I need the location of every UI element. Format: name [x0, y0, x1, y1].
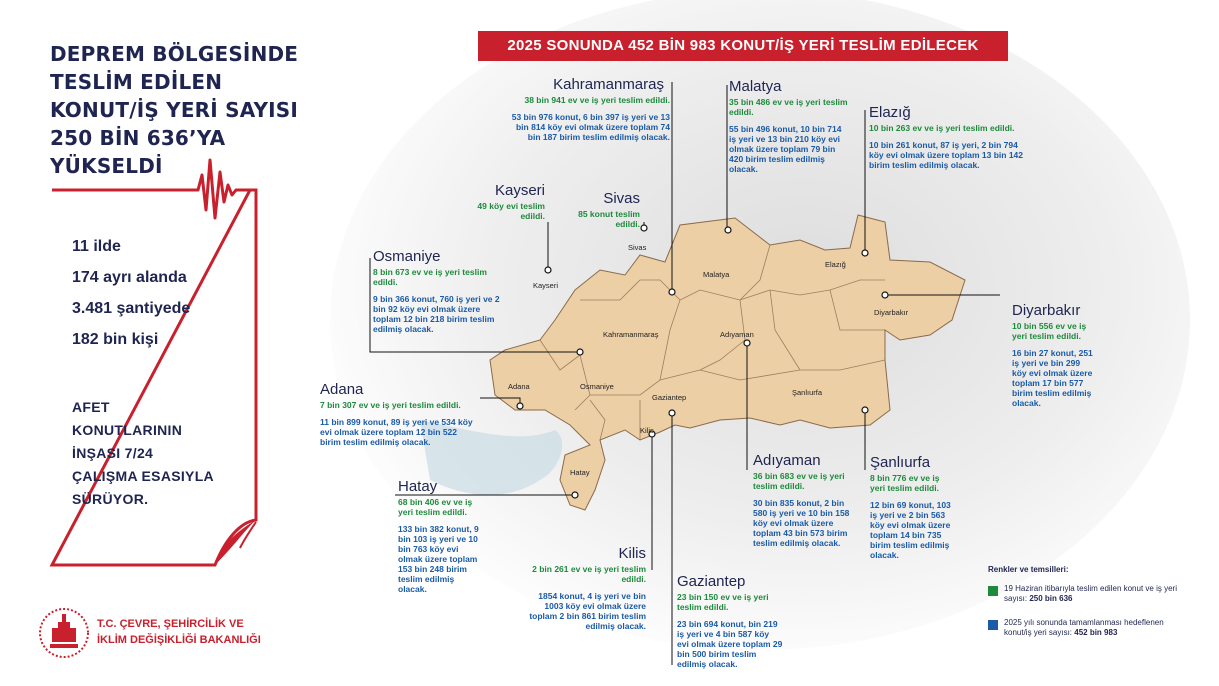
city-name: Adana	[320, 381, 364, 398]
city-name: Malatya	[729, 78, 782, 95]
ministry-line: İKLİM DEĞİŞİKLİĞİ BAKANLIĞI	[97, 634, 261, 646]
legend	[988, 565, 1178, 652]
city-delivered: 38 bin 941 ev ve iş yeri teslim edildi.	[524, 95, 670, 105]
city-name: Osmaniye	[373, 248, 441, 265]
city-info-osmaniye	[373, 248, 508, 334]
legend-text	[1004, 584, 1178, 604]
map-label-sivas: Sivas	[628, 243, 647, 252]
city-info-sanliurfa	[870, 454, 952, 560]
city-delivered: 8 bin 776 ev ve iş yeri teslim edildi.	[870, 473, 940, 493]
city-info-sivas	[570, 190, 640, 229]
ministry-logo-icon	[36, 598, 92, 668]
city-target: 11 bin 899 konut, 89 iş yeri ve 534 köy evi olmak üzere toplam 12 bin 522 birim teslim edilmiş olacak.	[320, 417, 473, 447]
legend-value-green: 250 bin 636	[1029, 594, 1073, 603]
city-delivered: 36 bin 683 ev ve iş yeri teslim edildi.	[753, 471, 845, 491]
city-target: 10 bin 261 konut, 87 iş yeri, 2 bin 794 köy evi olmak üzere toplam 13 bin 142 birim teslim edilmiş olacak.	[869, 140, 1024, 170]
city-target: 133 bin 382 konut, 9 bin 103 iş yeri ve 10 bin 763 köy evi olmak üzere toplam 153 bin 248 birim teslim edilmiş olacak.	[398, 524, 479, 594]
city-info-gaziantep	[677, 573, 783, 669]
legend-row-target	[988, 618, 1178, 638]
title-banner: 2025 SONUNDA 452 BİN 983 KONUT/İŞ YERİ TESLİM EDİLECEK	[478, 31, 1008, 61]
legend-text-blue: 2025 yılı sonunda tamamlanması hedeflenen konut/iş yeri sayısı:	[1004, 618, 1164, 637]
city-target: 16 bin 27 konut, 251 iş yeri ve bin 299 köy evi olmak üzere toplam 17 bin 577 birim teslim edilmiş olacak.	[1012, 348, 1093, 408]
city-info-adiyaman	[753, 452, 853, 548]
city-delivered: 49 köy evi teslim edildi.	[477, 201, 545, 221]
city-name: Kayseri	[494, 182, 545, 199]
map-label-elazig: Elazığ	[825, 260, 846, 269]
stat-item: 174 ayrı alanda	[72, 269, 187, 286]
legend-text-green: 19 Haziran itibarıyla teslim edilen konut ve iş yeri sayısı:	[1004, 584, 1177, 603]
map-label-adiyaman: Adıyaman	[720, 330, 754, 339]
map-label-kahramanmaras: Kahramanmaraş	[603, 330, 659, 339]
city-target: 1854 konut, 4 iş yeri ve bin 1003 köy evi olmak üzere toplam 2 bin 861 birim teslim edilmiş olacak.	[529, 591, 646, 631]
afet-line: SÜRÜYOR.	[72, 491, 149, 507]
city-target: 53 bin 976 konut, 6 bin 397 iş yeri ve 13 bin 814 köy evi olmak üzere toplam 74 bin 187 birim teslim edilmiş olacak.	[511, 112, 670, 142]
map-label-sanliurfa: Şanlıurfa	[792, 388, 823, 397]
map-label-adana: Adana	[508, 382, 530, 391]
headline-line: TESLİM EDİLEN	[50, 70, 223, 94]
legend-title: Renkler ve temsilleri:	[988, 565, 1069, 574]
legend-row-delivered	[988, 584, 1178, 604]
map-label-malatya: Malatya	[703, 270, 730, 279]
afet-line: KONUTLARININ	[72, 422, 183, 438]
ministry-name	[97, 616, 261, 648]
city-name: Kilis	[618, 545, 646, 562]
city-info-adana	[320, 381, 480, 447]
city-delivered: 7 bin 307 ev ve iş yeri teslim edildi.	[320, 400, 461, 410]
city-info-diyarbakir	[1012, 302, 1096, 408]
map-label-gaziantep: Gaziantep	[652, 393, 687, 402]
city-target: 30 bin 835 konut, 2 bin 580 iş yeri ve 10 bin 158 köy evi olmak üzere toplam 43 bin 573 birim teslim edilmiş olacak.	[753, 498, 850, 548]
afet-line: AFET	[72, 399, 110, 415]
city-info-kayseri	[470, 182, 545, 221]
headline-line: KONUT/İŞ YERİ SAYISI	[50, 98, 299, 122]
city-target: 55 bin 496 konut, 10 bin 714 iş yeri ve 13 bin 210 köy evi olmak üzere toplam 79 bin 420 birim teslim edilmiş olacak.	[729, 124, 842, 174]
legend-value-blue: 452 bin 983	[1074, 628, 1118, 637]
city-info-kahramanmaras	[480, 76, 670, 142]
city-info-malatya	[729, 78, 849, 174]
note-card	[40, 150, 270, 580]
city-name: Diyarbakır	[1012, 302, 1081, 319]
city-delivered: 2 bin 261 ev ve iş yeri teslim edildi.	[532, 564, 646, 584]
city-info-hatay	[398, 478, 484, 594]
afet-line: İNŞASI 7/24	[72, 445, 154, 461]
city-name: Sivas	[603, 190, 640, 207]
map-label-hatay: Hatay	[570, 468, 590, 477]
city-delivered: 10 bin 263 ev ve iş yeri teslim edildi.	[869, 123, 1015, 133]
map-label-osmaniye: Osmaniye	[580, 382, 614, 391]
city-info-elazig	[869, 104, 1029, 170]
ministry-line: T.C. ÇEVRE, ŞEHİRCİLİK VE	[97, 618, 244, 630]
city-delivered: 10 bin 556 ev ve iş yeri teslim edildi.	[1012, 321, 1087, 341]
city-delivered: 23 bin 150 ev ve iş yeri teslim edildi.	[677, 592, 769, 612]
city-delivered: 35 bin 486 ev ve iş yeri teslim edildi.	[729, 97, 848, 117]
legend-text	[1004, 618, 1178, 638]
map-label-diyarbakir: Diyarbakır	[874, 308, 909, 317]
map-label-kilis: Kilis	[640, 426, 654, 435]
legend-swatch-blue	[988, 620, 998, 630]
city-delivered: 85 konut teslim edildi.	[578, 209, 640, 229]
map-label-kayseri: Kayseri	[533, 281, 559, 290]
city-delivered: 8 bin 673 ev ve iş yeri teslim edildi.	[373, 267, 487, 287]
headline-line: 250 BİN 636’YA	[50, 126, 226, 150]
legend-swatch-green	[988, 586, 998, 596]
city-target: 9 bin 366 konut, 760 iş yeri ve 2 bin 92 köy evi olmak üzere toplam 12 bin 218 birim teslim edilmiş olacak.	[373, 294, 500, 334]
stats-list	[72, 238, 190, 362]
stat-item: 3.481 şantiyede	[72, 300, 191, 317]
stat-item: 11 ilde	[72, 238, 121, 255]
city-info-kilis	[520, 545, 646, 631]
city-name: Gaziantep	[677, 573, 746, 590]
stat-item: 182 bin kişi	[72, 331, 159, 348]
afet-note	[72, 396, 214, 511]
city-target: 23 bin 694 konut, bin 219 iş yeri ve 4 bin 587 köy evi olmak üzere toplam 29 bin 500 birim teslim edilmiş olacak.	[677, 619, 783, 669]
headline-line: YÜKSELDİ	[50, 154, 163, 178]
city-delivered: 68 bin 406 ev ve iş yeri teslim edildi.	[398, 497, 473, 517]
city-name: Hatay	[398, 478, 438, 495]
city-target: 12 bin 69 konut, 103 iş yeri ve 2 bin 563 köy evi olmak üzere toplam 14 bin 735 birim teslim edilmiş olacak.	[870, 500, 951, 560]
headline-line: DEPREM BÖLGESİNDE	[50, 42, 299, 66]
city-name: Adıyaman	[753, 452, 821, 469]
city-name: Elazığ	[869, 104, 911, 121]
city-name: Şanlıurfa	[870, 454, 931, 471]
city-name: Kahramanmaraş	[553, 76, 664, 93]
afet-line: ÇALIŞMA ESASIYLA	[72, 468, 214, 484]
